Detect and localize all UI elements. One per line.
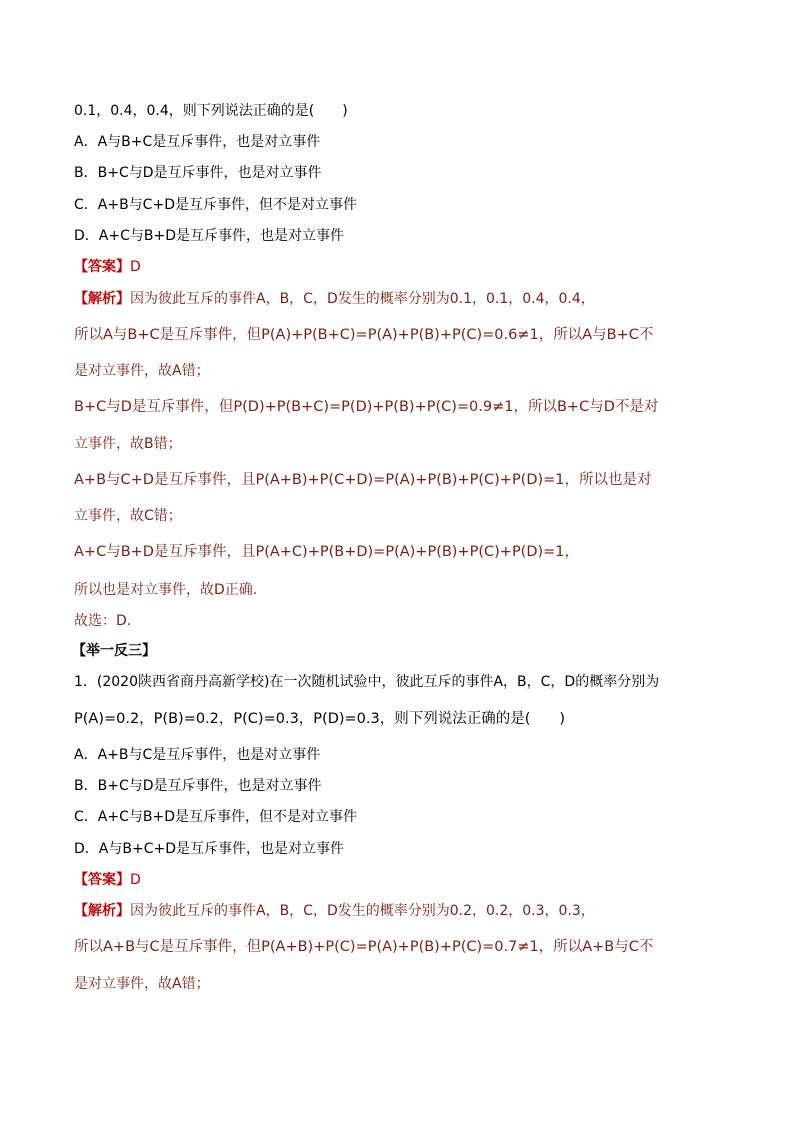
option-c-2: C．A+C与B+D是互斥事件，但不是对立事件 — [74, 809, 357, 825]
analysis-line-7: 立事件，故C错； — [74, 508, 182, 524]
analysis-line-10: 故选：D. — [74, 613, 132, 629]
option-a: A．A与B+C是互斥事件，也是对立事件 — [74, 134, 321, 150]
answer-line-2 — [74, 870, 141, 890]
analysis2-line-1 — [74, 901, 595, 921]
analysis-text: 因为彼此互斥的事件A，B，C，D发生的概率分别为0.1，0.1，0.4，0.4， — [130, 291, 595, 307]
analysis-line-6: A+B与C+D是互斥事件，且P(A+B)+P(C+D)=P(A)+P(B)+P(C)+P(D)=1，所以也是对 — [74, 472, 652, 488]
analysis-label: 【解析】 — [74, 291, 130, 307]
option-b-2: B．B+C与D是互斥事件，也是对立事件 — [74, 778, 322, 794]
option-c: C．A+B与C+D是互斥事件，但不是对立事件 — [74, 197, 357, 213]
answer-label: 【答案】 — [74, 259, 130, 275]
question-line-1: 1．(2020陕西省商丹高新学校)在一次随机试验中，彼此互斥的事件A，B，C，D的概率分别为 — [74, 674, 660, 690]
analysis-line-8: A+C与B+D是互斥事件，且P(A+C)+P(B+D)=P(A)+P(B)+P(C)+P(D)=1， — [74, 544, 580, 560]
analysis-label-2: 【解析】 — [74, 903, 130, 919]
analysis2-text: 因为彼此互斥的事件A，B，C，D发生的概率分别为0.2，0.2，0.3，0.3， — [130, 903, 595, 919]
analysis2-line-3: 是对立事件，故A错； — [74, 976, 210, 992]
answer-value-2: D — [130, 872, 141, 888]
analysis-line-5: 立事件，故B错； — [74, 436, 182, 452]
analysis-line-2: 所以A与B+C是互斥事件，但P(A)+P(B+C)=P(A)+P(B)+P(C)=0.6≠1，所以A与B+C不 — [74, 327, 654, 343]
option-d: D．A+C与B+D是互斥事件，也是对立事件 — [74, 228, 344, 244]
option-d-2: D．A与B+C+D是互斥事件，也是对立事件 — [74, 841, 344, 857]
answer-label-2: 【答案】 — [74, 872, 130, 888]
analysis-line-3: 是对立事件，故A错； — [74, 363, 210, 379]
option-b: B．B+C与D是互斥事件，也是对立事件 — [74, 165, 322, 181]
section-heading: 【举一反三】 — [72, 643, 156, 659]
question-line-2: P(A)=0.2，P(B)=0.2，P(C)=0.3，P(D)=0.3，则下列说法正确的是( ) — [74, 711, 566, 727]
answer-value: D — [130, 259, 141, 275]
analysis2-line-2: 所以A+B与C是互斥事件，但P(A+B)+P(C)=P(A)+P(B)+P(C)=0.7≠1，所以A+B与C不 — [74, 939, 654, 955]
analysis-line-1 — [74, 289, 595, 309]
answer-line — [74, 257, 141, 277]
option-a-2: A．A+B与C是互斥事件，也是对立事件 — [74, 747, 321, 763]
analysis-line-4: B+C与D是互斥事件，但P(D)+P(B+C)=P(D)+P(B)+P(C)=0.9≠1，所以B+C与D不是对 — [74, 399, 659, 415]
question-tail: 0.1，0.4，0.4，则下列说法正确的是( ) — [74, 103, 348, 119]
analysis-line-9: 所以也是对立事件，故D正确. — [74, 582, 258, 598]
